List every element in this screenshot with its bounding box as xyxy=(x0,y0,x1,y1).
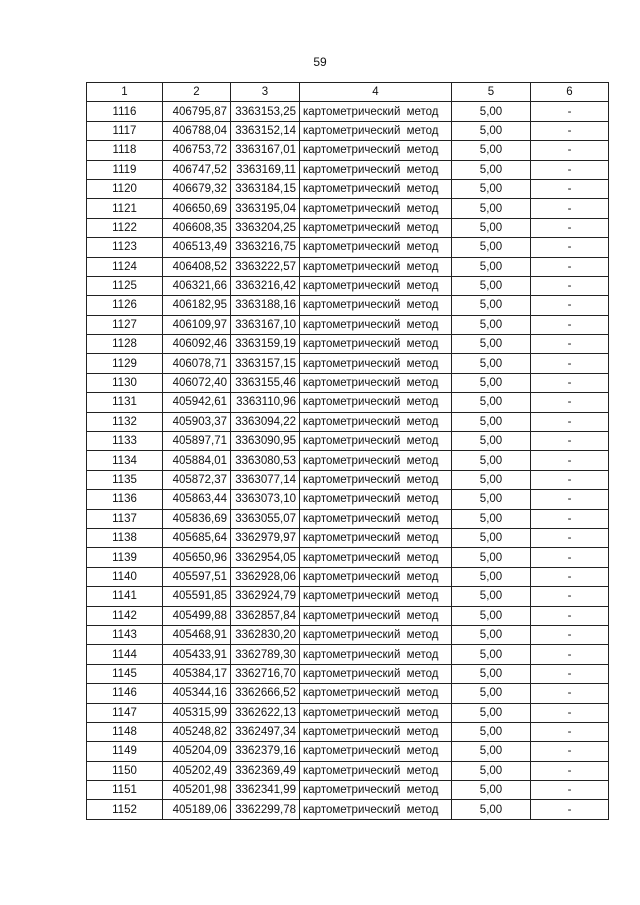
cell-accuracy: 5,00 xyxy=(452,742,531,761)
cell-accuracy: 5,00 xyxy=(452,587,531,606)
cell-point-number: 1121 xyxy=(87,199,163,218)
cell-note: - xyxy=(531,102,609,121)
cell-accuracy: 5,00 xyxy=(452,645,531,664)
cell-note: - xyxy=(531,141,609,160)
table-row xyxy=(87,354,609,373)
cell-method: картометрический метод xyxy=(300,761,452,780)
cell-coord-y: 3363222,57 xyxy=(231,257,300,276)
cell-accuracy: 5,00 xyxy=(452,276,531,295)
table-row xyxy=(87,257,609,276)
cell-coord-x: 406608,35 xyxy=(163,218,231,237)
cell-method: картометрический метод xyxy=(300,160,452,179)
cell-point-number: 1136 xyxy=(87,490,163,509)
cell-note: - xyxy=(531,393,609,412)
cell-coord-y: 3362924,79 xyxy=(231,587,300,606)
cell-coord-x: 405248,82 xyxy=(163,722,231,741)
cell-coord-y: 3362954,05 xyxy=(231,548,300,567)
cell-coord-y: 3363216,42 xyxy=(231,276,300,295)
cell-note: - xyxy=(531,606,609,625)
cell-accuracy: 5,00 xyxy=(452,373,531,392)
table-row xyxy=(87,160,609,179)
cell-point-number: 1152 xyxy=(87,800,163,819)
cell-accuracy: 5,00 xyxy=(452,800,531,819)
cell-coord-y: 3363077,14 xyxy=(231,470,300,489)
cell-method: картометрический метод xyxy=(300,722,452,741)
cell-accuracy: 5,00 xyxy=(452,722,531,741)
cell-coord-y: 3363188,16 xyxy=(231,296,300,315)
cell-point-number: 1117 xyxy=(87,121,163,140)
cell-coord-x: 406321,66 xyxy=(163,276,231,295)
cell-coord-x: 405344,16 xyxy=(163,684,231,703)
cell-coord-y: 3363110,96 xyxy=(231,393,300,412)
cell-point-number: 1131 xyxy=(87,393,163,412)
cell-accuracy: 5,00 xyxy=(452,141,531,160)
cell-coord-x: 405499,88 xyxy=(163,606,231,625)
cell-method: картометрический метод xyxy=(300,684,452,703)
table-row xyxy=(87,625,609,644)
table-row xyxy=(87,703,609,722)
cell-method: картометрический метод xyxy=(300,296,452,315)
cell-accuracy: 5,00 xyxy=(452,625,531,644)
table-row xyxy=(87,664,609,683)
cell-accuracy: 5,00 xyxy=(452,218,531,237)
cell-point-number: 1120 xyxy=(87,179,163,198)
cell-method: картометрический метод xyxy=(300,218,452,237)
cell-note: - xyxy=(531,199,609,218)
cell-point-number: 1130 xyxy=(87,373,163,392)
table-row xyxy=(87,238,609,257)
cell-point-number: 1133 xyxy=(87,432,163,451)
table-row xyxy=(87,781,609,800)
cell-point-number: 1128 xyxy=(87,335,163,354)
cell-note: - xyxy=(531,160,609,179)
header-row xyxy=(87,83,609,102)
cell-point-number: 1125 xyxy=(87,276,163,295)
table-row xyxy=(87,684,609,703)
cell-coord-x: 406650,69 xyxy=(163,199,231,218)
cell-note: - xyxy=(531,470,609,489)
cell-point-number: 1145 xyxy=(87,664,163,683)
cell-coord-x: 406753,72 xyxy=(163,141,231,160)
cell-accuracy: 5,00 xyxy=(452,393,531,412)
cell-method: картометрический метод xyxy=(300,412,452,431)
table-row xyxy=(87,335,609,354)
cell-method: картометрический метод xyxy=(300,451,452,470)
cell-note: - xyxy=(531,645,609,664)
cell-coord-y: 3363152,14 xyxy=(231,121,300,140)
cell-coord-x: 405315,99 xyxy=(163,703,231,722)
cell-coord-x: 405942,61 xyxy=(163,393,231,412)
table-row xyxy=(87,141,609,160)
table-row xyxy=(87,199,609,218)
cell-accuracy: 5,00 xyxy=(452,664,531,683)
cell-note: - xyxy=(531,373,609,392)
cell-note: - xyxy=(531,625,609,644)
cell-method: картометрический метод xyxy=(300,393,452,412)
cell-accuracy: 5,00 xyxy=(452,451,531,470)
cell-method: картометрический метод xyxy=(300,276,452,295)
cell-coord-x: 405189,06 xyxy=(163,800,231,819)
cell-coord-y: 3363216,75 xyxy=(231,238,300,257)
cell-coord-y: 3362716,70 xyxy=(231,664,300,683)
cell-method: картометрический метод xyxy=(300,354,452,373)
cell-method: картометрический метод xyxy=(300,470,452,489)
table-row xyxy=(87,509,609,528)
cell-coord-y: 3363153,25 xyxy=(231,102,300,121)
cell-coord-y: 3363073,10 xyxy=(231,490,300,509)
cell-method: картометрический метод xyxy=(300,179,452,198)
cell-accuracy: 5,00 xyxy=(452,102,531,121)
coordinates-table xyxy=(86,82,609,820)
cell-method: картометрический метод xyxy=(300,742,452,761)
cell-coord-x: 406747,52 xyxy=(163,160,231,179)
cell-method: картометрический метод xyxy=(300,645,452,664)
cell-accuracy: 5,00 xyxy=(452,470,531,489)
header-cell-4: 4 xyxy=(300,83,452,102)
cell-point-number: 1150 xyxy=(87,761,163,780)
cell-coord-y: 3362369,49 xyxy=(231,761,300,780)
table-row xyxy=(87,528,609,547)
cell-coord-x: 405468,91 xyxy=(163,625,231,644)
table-row xyxy=(87,276,609,295)
table-row xyxy=(87,548,609,567)
cell-coord-y: 3363204,25 xyxy=(231,218,300,237)
cell-note: - xyxy=(531,567,609,586)
cell-point-number: 1123 xyxy=(87,238,163,257)
cell-coord-x: 406788,04 xyxy=(163,121,231,140)
table-row xyxy=(87,742,609,761)
cell-method: картометрический метод xyxy=(300,335,452,354)
cell-point-number: 1135 xyxy=(87,470,163,489)
cell-note: - xyxy=(531,179,609,198)
cell-note: - xyxy=(531,432,609,451)
cell-method: картометрический метод xyxy=(300,509,452,528)
cell-note: - xyxy=(531,296,609,315)
cell-accuracy: 5,00 xyxy=(452,160,531,179)
cell-accuracy: 5,00 xyxy=(452,257,531,276)
cell-coord-x: 405202,49 xyxy=(163,761,231,780)
cell-method: картометрический метод xyxy=(300,567,452,586)
cell-point-number: 1134 xyxy=(87,451,163,470)
cell-accuracy: 5,00 xyxy=(452,335,531,354)
cell-accuracy: 5,00 xyxy=(452,548,531,567)
cell-coord-y: 3363167,01 xyxy=(231,141,300,160)
table-row xyxy=(87,412,609,431)
cell-method: картометрический метод xyxy=(300,528,452,547)
cell-note: - xyxy=(531,218,609,237)
cell-method: картометрический метод xyxy=(300,102,452,121)
cell-point-number: 1148 xyxy=(87,722,163,741)
cell-point-number: 1137 xyxy=(87,509,163,528)
cell-accuracy: 5,00 xyxy=(452,412,531,431)
cell-method: картометрический метод xyxy=(300,257,452,276)
cell-point-number: 1149 xyxy=(87,742,163,761)
table-row xyxy=(87,121,609,140)
header-cell-6: 6 xyxy=(531,83,609,102)
cell-coord-y: 3362622,13 xyxy=(231,703,300,722)
cell-coord-x: 405204,09 xyxy=(163,742,231,761)
cell-accuracy: 5,00 xyxy=(452,315,531,334)
header-cell-3: 3 xyxy=(231,83,300,102)
header-cell-1: 1 xyxy=(87,83,163,102)
cell-accuracy: 5,00 xyxy=(452,238,531,257)
cell-accuracy: 5,00 xyxy=(452,781,531,800)
table-row xyxy=(87,470,609,489)
cell-coord-y: 3363055,07 xyxy=(231,509,300,528)
cell-note: - xyxy=(531,528,609,547)
cell-coord-x: 405201,98 xyxy=(163,781,231,800)
cell-coord-y: 3362299,78 xyxy=(231,800,300,819)
header-cell-2: 2 xyxy=(163,83,231,102)
cell-point-number: 1151 xyxy=(87,781,163,800)
table-row xyxy=(87,393,609,412)
cell-coord-y: 3362830,20 xyxy=(231,625,300,644)
cell-coord-x: 405685,64 xyxy=(163,528,231,547)
table-row xyxy=(87,722,609,741)
cell-note: - xyxy=(531,587,609,606)
cell-coord-y: 3362497,34 xyxy=(231,722,300,741)
table-row xyxy=(87,373,609,392)
cell-method: картометрический метод xyxy=(300,490,452,509)
cell-method: картометрический метод xyxy=(300,606,452,625)
cell-method: картометрический метод xyxy=(300,587,452,606)
cell-method: картометрический метод xyxy=(300,703,452,722)
cell-point-number: 1140 xyxy=(87,567,163,586)
cell-method: картометрический метод xyxy=(300,373,452,392)
cell-coord-x: 406182,95 xyxy=(163,296,231,315)
cell-note: - xyxy=(531,509,609,528)
cell-coord-y: 3362928,06 xyxy=(231,567,300,586)
cell-point-number: 1122 xyxy=(87,218,163,237)
cell-coord-x: 405597,51 xyxy=(163,567,231,586)
cell-coord-y: 3362341,99 xyxy=(231,781,300,800)
cell-coord-y: 3363195,04 xyxy=(231,199,300,218)
cell-coord-x: 405884,01 xyxy=(163,451,231,470)
cell-coord-x: 405384,17 xyxy=(163,664,231,683)
cell-coord-x: 406092,46 xyxy=(163,335,231,354)
table-header xyxy=(87,83,609,102)
cell-method: картометрический метод xyxy=(300,141,452,160)
cell-note: - xyxy=(531,548,609,567)
cell-method: картометрический метод xyxy=(300,238,452,257)
cell-method: картометрический метод xyxy=(300,800,452,819)
cell-coord-y: 3362379,16 xyxy=(231,742,300,761)
cell-accuracy: 5,00 xyxy=(452,528,531,547)
cell-method: картометрический метод xyxy=(300,432,452,451)
cell-note: - xyxy=(531,315,609,334)
cell-point-number: 1127 xyxy=(87,315,163,334)
cell-point-number: 1124 xyxy=(87,257,163,276)
cell-point-number: 1132 xyxy=(87,412,163,431)
cell-accuracy: 5,00 xyxy=(452,296,531,315)
cell-accuracy: 5,00 xyxy=(452,703,531,722)
table-row xyxy=(87,102,609,121)
table-row xyxy=(87,179,609,198)
cell-point-number: 1116 xyxy=(87,102,163,121)
cell-coord-y: 3363159,19 xyxy=(231,335,300,354)
cell-note: - xyxy=(531,276,609,295)
cell-accuracy: 5,00 xyxy=(452,121,531,140)
cell-method: картометрический метод xyxy=(300,121,452,140)
cell-accuracy: 5,00 xyxy=(452,509,531,528)
cell-point-number: 1147 xyxy=(87,703,163,722)
cell-coord-y: 3362857,84 xyxy=(231,606,300,625)
table-row xyxy=(87,490,609,509)
cell-coord-x: 406078,71 xyxy=(163,354,231,373)
cell-point-number: 1139 xyxy=(87,548,163,567)
cell-method: картометрический метод xyxy=(300,199,452,218)
cell-coord-x: 405897,71 xyxy=(163,432,231,451)
page-number: 59 xyxy=(313,55,327,69)
cell-coord-y: 3362666,52 xyxy=(231,684,300,703)
cell-coord-x: 406072,40 xyxy=(163,373,231,392)
cell-point-number: 1142 xyxy=(87,606,163,625)
table-row xyxy=(87,296,609,315)
cell-accuracy: 5,00 xyxy=(452,761,531,780)
cell-note: - xyxy=(531,451,609,470)
table-row xyxy=(87,800,609,819)
cell-note: - xyxy=(531,703,609,722)
cell-accuracy: 5,00 xyxy=(452,606,531,625)
cell-note: - xyxy=(531,742,609,761)
cell-method: картометрический метод xyxy=(300,664,452,683)
table-row xyxy=(87,567,609,586)
table-row xyxy=(87,645,609,664)
cell-note: - xyxy=(531,412,609,431)
cell-accuracy: 5,00 xyxy=(452,684,531,703)
cell-coord-y: 3363167,10 xyxy=(231,315,300,334)
cell-note: - xyxy=(531,354,609,373)
cell-note: - xyxy=(531,238,609,257)
cell-note: - xyxy=(531,781,609,800)
cell-coord-x: 406679,32 xyxy=(163,179,231,198)
cell-method: картометрический метод xyxy=(300,625,452,644)
cell-coord-y: 3363157,15 xyxy=(231,354,300,373)
cell-note: - xyxy=(531,800,609,819)
cell-coord-x: 405650,96 xyxy=(163,548,231,567)
cell-point-number: 1144 xyxy=(87,645,163,664)
cell-coord-y: 3363155,46 xyxy=(231,373,300,392)
cell-coord-x: 405903,37 xyxy=(163,412,231,431)
cell-point-number: 1119 xyxy=(87,160,163,179)
cell-note: - xyxy=(531,722,609,741)
cell-accuracy: 5,00 xyxy=(452,179,531,198)
table-row xyxy=(87,587,609,606)
table-row xyxy=(87,432,609,451)
cell-coord-x: 406795,87 xyxy=(163,102,231,121)
cell-note: - xyxy=(531,761,609,780)
cell-point-number: 1146 xyxy=(87,684,163,703)
table-row xyxy=(87,315,609,334)
cell-accuracy: 5,00 xyxy=(452,432,531,451)
table-row xyxy=(87,451,609,470)
cell-method: картометрический метод xyxy=(300,781,452,800)
cell-accuracy: 5,00 xyxy=(452,199,531,218)
cell-point-number: 1143 xyxy=(87,625,163,644)
cell-note: - xyxy=(531,664,609,683)
cell-coord-y: 3363094,22 xyxy=(231,412,300,431)
cell-point-number: 1141 xyxy=(87,587,163,606)
cell-point-number: 1138 xyxy=(87,528,163,547)
cell-coord-x: 406408,52 xyxy=(163,257,231,276)
cell-point-number: 1126 xyxy=(87,296,163,315)
cell-coord-x: 405433,91 xyxy=(163,645,231,664)
cell-note: - xyxy=(531,121,609,140)
cell-method: картометрический метод xyxy=(300,548,452,567)
cell-accuracy: 5,00 xyxy=(452,354,531,373)
table-row xyxy=(87,606,609,625)
cell-coord-x: 405591,85 xyxy=(163,587,231,606)
cell-coord-x: 405863,44 xyxy=(163,490,231,509)
cell-note: - xyxy=(531,335,609,354)
cell-coord-x: 405836,69 xyxy=(163,509,231,528)
cell-point-number: 1129 xyxy=(87,354,163,373)
cell-coord-y: 3362789,30 xyxy=(231,645,300,664)
table-row xyxy=(87,218,609,237)
cell-point-number: 1118 xyxy=(87,141,163,160)
cell-coord-x: 406513,49 xyxy=(163,238,231,257)
cell-method: картометрический метод xyxy=(300,315,452,334)
cell-coord-y: 3363080,53 xyxy=(231,451,300,470)
cell-coord-x: 406109,97 xyxy=(163,315,231,334)
cell-note: - xyxy=(531,257,609,276)
cell-coord-y: 3363090,95 xyxy=(231,432,300,451)
cell-coord-y: 3363169,11 xyxy=(231,160,300,179)
cell-note: - xyxy=(531,684,609,703)
cell-coord-y: 3363184,15 xyxy=(231,179,300,198)
cell-coord-x: 405872,37 xyxy=(163,470,231,489)
cell-coord-y: 3362979,97 xyxy=(231,528,300,547)
table-body xyxy=(87,102,609,819)
cell-accuracy: 5,00 xyxy=(452,490,531,509)
cell-note: - xyxy=(531,490,609,509)
header-cell-5: 5 xyxy=(452,83,531,102)
table-row xyxy=(87,761,609,780)
cell-accuracy: 5,00 xyxy=(452,567,531,586)
